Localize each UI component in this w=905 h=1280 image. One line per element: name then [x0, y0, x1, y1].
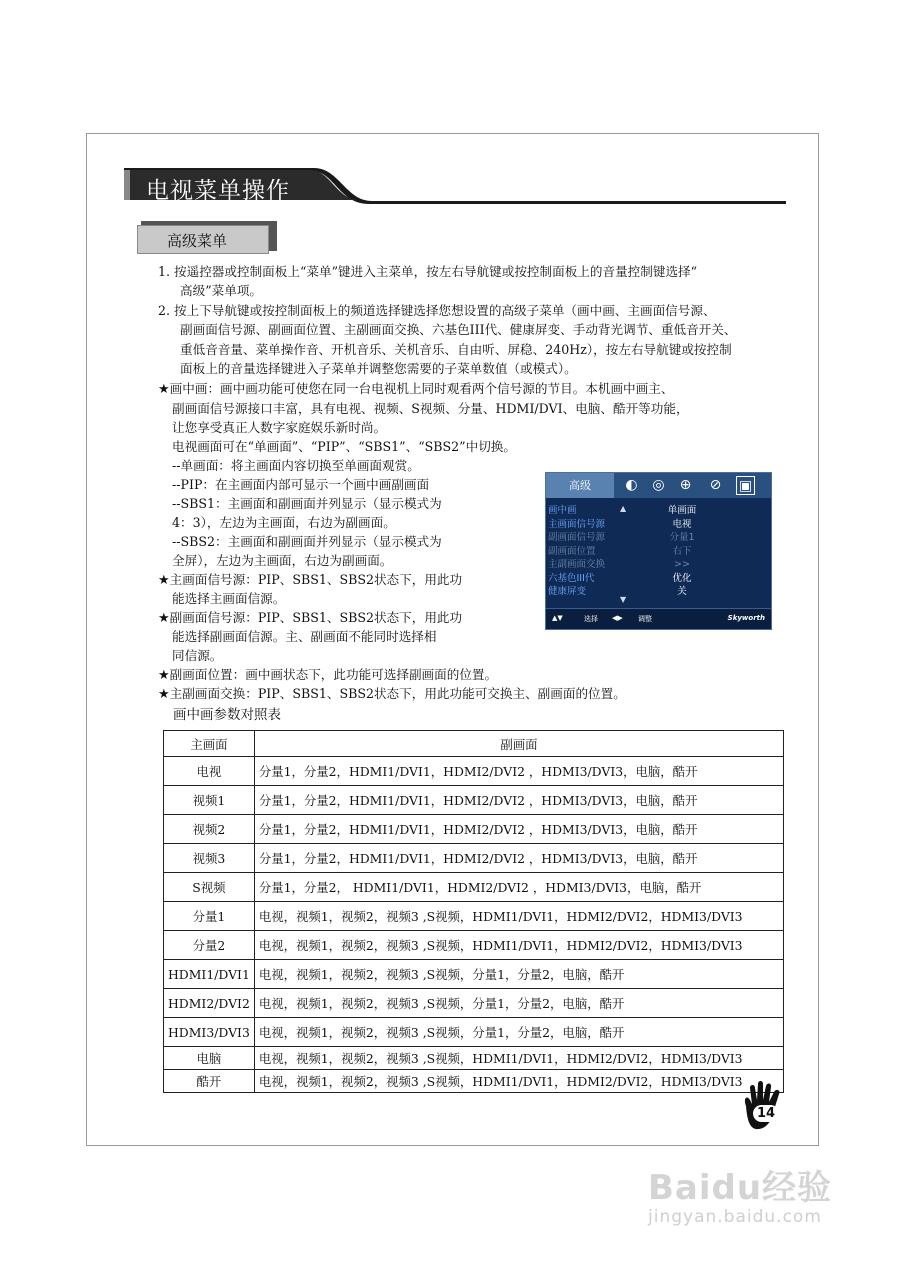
table-row — [164, 786, 784, 815]
table-row — [164, 844, 784, 873]
pip-line10: 全屏），左边为主画面，右边为副画面。 — [172, 553, 393, 568]
pip-table — [163, 730, 784, 1093]
main-source-line2: 能选择主画面信源。 — [172, 591, 286, 606]
header-sub: 副画面 — [254, 731, 783, 757]
section-title-bar — [124, 166, 786, 206]
tv-menu-item: 副画面信号源 — [548, 532, 606, 543]
edit-icon: ⊘ — [709, 477, 722, 493]
tv-menu-values — [646, 504, 718, 599]
watermark-url: jingyan.baidu.com — [648, 1207, 822, 1227]
pip-line4: 电视画面可在“单画面”、“PIP”、“SBS1”、“SBS2”中切换。 — [172, 439, 516, 454]
pip-line2: 副画面信号源接口丰富，具有电视、视频、S视频、分量、HDMI/DVI、电脑、酷开等功能， — [172, 401, 689, 416]
para1-line2: 高级”菜单项。 — [180, 283, 263, 298]
table-row — [164, 931, 784, 960]
main-source-cell: HDMI2/DVI2 — [164, 989, 255, 1018]
sub-position-line: ★副画面位置：画中画状态下，此功能可选择副画面的位置。 — [158, 667, 498, 683]
para2-line2: 副画面信号源、副画面位置、主副画面交换、六基色III代、健康屏变、手动背光调节、重低音开关、 — [180, 322, 737, 337]
sub-source-cell: 电视，视频1，视频2，视频3 ,S视频，分量1，分量2，电脑，酷开 — [254, 1018, 783, 1047]
tv-menu-value: >> — [674, 559, 690, 570]
tv-menu-value: 电视 — [672, 518, 692, 530]
tv-menu-item: 画中画 — [548, 505, 577, 516]
table-row — [164, 1018, 784, 1047]
table-row — [164, 873, 784, 902]
advanced-icon: ▣ — [736, 476, 755, 495]
baidu-watermark — [640, 1150, 850, 1240]
header-main: 主画面 — [164, 731, 255, 757]
para1-line1: 1. 按遥控器或控制面板上“菜单”键进入主菜单，按左右导航键或按控制面板上的音量控制键选择“ — [158, 264, 698, 279]
para2-line4: 面板上的音量选择键进入子菜单并调整您需要的子菜单数值（或模式）。 — [180, 361, 577, 376]
scroll-up-icon: ▲ — [620, 504, 627, 513]
tv-menu-value: 关 — [677, 586, 687, 597]
tv-menu-item: 六基色III代 — [548, 572, 595, 584]
main-source-cell: 酷开 — [164, 1070, 255, 1093]
sub-source-line2: 能选择副画面信源。主、副画面不能同时选择相 — [172, 629, 437, 644]
tv-menu-item: 主画面信号源 — [548, 518, 606, 530]
star-icon: ★ — [158, 611, 170, 626]
main-source-cell: S视频 — [164, 873, 255, 902]
main-source-line1: ★主画面信号源：PIP、SBS1、SBS2状态下，用此功 — [158, 572, 463, 588]
star-icon: ★ — [158, 668, 170, 683]
main-source-cell: HDMI1/DVI1 — [164, 960, 255, 989]
tv-menu-screenshot — [545, 472, 772, 630]
sub-source-line3: 同信源。 — [172, 648, 223, 663]
sub-source-line1: ★副画面信号源：PIP、SBS1、SBS2状态下，用此功 — [158, 610, 463, 626]
table-row — [164, 989, 784, 1018]
page-number: 14 — [752, 1105, 780, 1127]
main-source-cell: 电脑 — [164, 1047, 255, 1070]
subsection-tab — [137, 221, 277, 254]
tv-menu-value: 分量1 — [669, 532, 695, 543]
sub-source-cell: 分量1，分量2，HDMI1/DVI1，HDMI2/DVI2 ，HDMI3/DVI3，电脑，酷开 — [254, 844, 783, 873]
globe-icon: ⊕ — [679, 477, 692, 493]
skyworth-logo: Skyworth — [727, 614, 765, 622]
table-row — [164, 960, 784, 989]
para2-line3: 重低音音量、菜单操作音、开机音乐、关机音乐、自由听、屏稳、240Hz），按左右导航键或按控制 — [180, 342, 732, 357]
pip-line5: --单画面：将主画面内容切换至单画面观赏。 — [172, 458, 420, 473]
tv-menu-footer — [546, 608, 771, 629]
sub-source-cell: 电视，视频1，视频2，视频3 ,S视频，HDMI1/DVI1，HDMI2/DVI2，HDMI3/DVI3 — [254, 1070, 783, 1093]
pip-line3: 让您享受真正人数字家庭娱乐新时尚。 — [172, 420, 387, 435]
watermark-logo: Baidu经验 — [648, 1168, 833, 1208]
footer-select: 选择 — [584, 615, 598, 623]
scroll-down-icon: ▼ — [620, 595, 627, 604]
table-row — [164, 1047, 784, 1070]
pip-line1: ★画中画：画中画功能可使您在同一台电视机上同时观看两个信号源的节目。本机画中画主、 — [158, 381, 674, 397]
sub-source-cell: 分量1，分量2，HDMI1/DVI1，HDMI2/DVI2 ，HDMI3/DVI3，电脑，酷开 — [254, 757, 783, 786]
table-row — [164, 1070, 784, 1093]
main-source-cell: 视频2 — [164, 815, 255, 844]
sub-source-cell: 分量1，分量2，HDMI1/DVI1，HDMI2/DVI2 ，HDMI3/DVI3，电脑，酷开 — [254, 786, 783, 815]
sub-source-cell: 电视，视频1，视频2，视频3 ,S视频，HDMI1/DVI1，HDMI2/DVI2，HDMI3/DVI3 — [254, 1047, 783, 1070]
table-header-row — [164, 731, 784, 757]
sound-icon: ◎ — [652, 477, 665, 493]
pip-line8: 4：3），左边为主画面，右边为副画面。 — [172, 515, 396, 530]
star-icon: ★ — [158, 687, 170, 702]
table-row — [164, 757, 784, 786]
table-row — [164, 815, 784, 844]
tv-menu-value: 优化 — [672, 572, 692, 584]
tv-menu-header — [546, 473, 771, 498]
sub-source-cell: 分量1，分量2， HDMI1/DVI1，HDMI2/DVI2 ，HDMI3/DVI3，电脑，酷开 — [254, 873, 783, 902]
star-icon: ★ — [158, 573, 170, 588]
footer-adjust: 调整 — [638, 615, 652, 623]
pip-line7: --SBS1：主画面和副画面并列显示（显示模式为 — [172, 496, 442, 511]
updown-icon: ▲▼ — [552, 614, 563, 622]
section-title: 电视菜单操作 — [146, 178, 290, 204]
main-source-cell: HDMI3/DVI3 — [164, 1018, 255, 1047]
leftright-icon: ◀▶ — [612, 614, 623, 622]
sub-source-cell: 电视，视频1，视频2，视频3 ,S视频，HDMI1/DVI1，HDMI2/DVI2，HDMI3/DVI3 — [254, 902, 783, 931]
contrast-icon: ◐ — [625, 477, 638, 493]
tv-menu-header-label: 高级 — [546, 473, 614, 498]
tv-menu-items — [548, 504, 605, 599]
sub-source-cell: 电视，视频1，视频2，视频3 ,S视频，HDMI1/DVI1，HDMI2/DVI2，HDMI3/DVI3 — [254, 931, 783, 960]
tv-menu-item: 副画面位置 — [548, 545, 596, 557]
tv-menu-item: 健康屏变 — [548, 586, 587, 597]
main-source-cell: 电视 — [164, 757, 255, 786]
tv-menu-value: 单画面 — [667, 505, 697, 516]
pip-line6: --PIP：在主画面内部可显示一个画中画副画面 — [172, 477, 430, 492]
main-source-cell: 分量2 — [164, 931, 255, 960]
tv-menu-item: 主副画面交换 — [548, 559, 606, 570]
main-source-cell: 视频1 — [164, 786, 255, 815]
table-row — [164, 902, 784, 931]
pip-line9: --SBS2：主画面和副画面并列显示（显示模式为 — [172, 534, 442, 549]
main-source-cell: 分量1 — [164, 902, 255, 931]
sub-source-cell: 电视，视频1，视频2，视频3 ,S视频，分量1，分量2，电脑，酷开 — [254, 989, 783, 1018]
para2-line1: 2. 按上下导航键或按控制面板上的频道选择键选择您想设置的高级子菜单（画中画、主画面信号源、 — [158, 303, 716, 318]
tv-menu-value: 右下 — [672, 545, 692, 557]
swap-line: ★主副画面交换：PIP、SBS1、SBS2状态下，用此功能可交换主、副画面的位置。 — [158, 686, 626, 702]
sub-source-cell: 分量1，分量2，HDMI1/DVI1，HDMI2/DVI2 ，HDMI3/DVI3，电脑，酷开 — [254, 815, 783, 844]
subsection-title: 高级菜单 — [167, 232, 228, 250]
sub-source-cell: 电视，视频1，视频2，视频3 ,S视频，分量1，分量2，电脑，酷开 — [254, 960, 783, 989]
table-caption: 画中画参数对照表 — [173, 707, 281, 723]
star-icon: ★ — [158, 382, 170, 397]
main-source-cell: 视频3 — [164, 844, 255, 873]
